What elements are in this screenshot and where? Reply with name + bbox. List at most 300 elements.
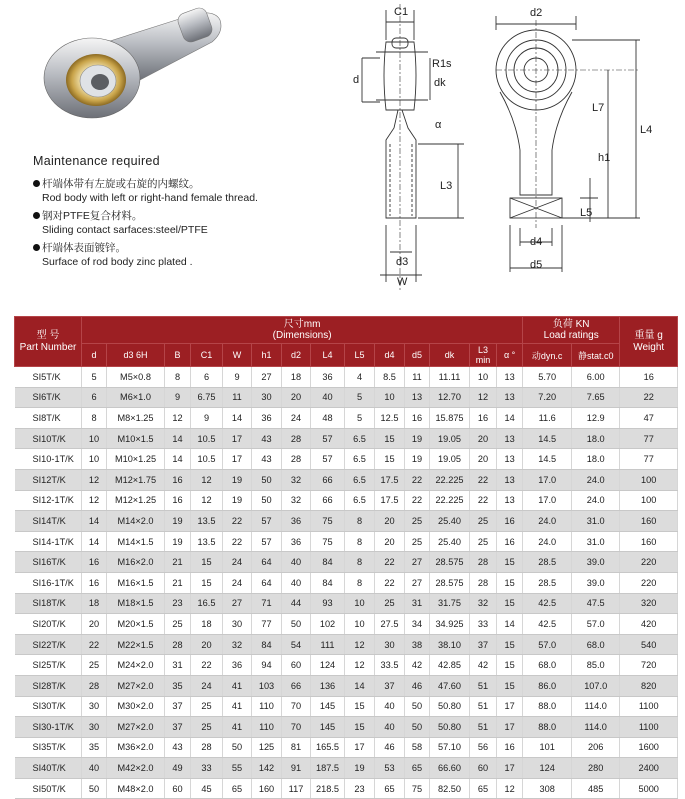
table-cell: 12 [470,387,497,408]
table-cell: 16 [620,367,678,388]
table-cell: 70 [282,717,311,738]
table-cell: 13 [497,387,523,408]
table-cell: 50 [252,469,282,490]
table-cell: 25 [470,511,497,532]
table-cell: 22 [375,552,405,573]
table-cell: 60 [282,655,311,676]
table-cell: M48×2.0 [107,778,165,799]
label-d3: d3 [396,256,409,268]
table-cell: 28.575 [430,552,470,573]
table-cell: 14.5 [523,428,572,449]
table-cell: 107.0 [572,675,620,696]
table-cell: 124 [523,758,572,779]
table-cell: 7.65 [572,387,620,408]
table-cell: 8 [82,408,107,429]
table-cell: 15 [191,552,223,573]
table-cell: 32 [282,490,311,511]
table-cell: 23 [345,778,375,799]
table-cell: 39.0 [572,572,620,593]
table-cell: 43 [252,428,282,449]
table-cell: 114.0 [572,717,620,738]
table-cell: 68.0 [523,655,572,676]
table-cell: 33 [470,614,497,635]
table-cell: 16 [470,408,497,429]
header-col: dk [430,344,470,367]
table-cell: 14 [165,449,191,470]
table-cell: 20 [375,531,405,552]
table-cell: 28 [470,572,497,593]
table-row [15,428,678,449]
table-row [15,696,678,717]
part-number-cell: SI25T/K [15,655,82,676]
table-cell: M6×1.0 [107,387,165,408]
table-cell: 45 [191,778,223,799]
table-cell: 6.5 [345,490,375,511]
table-cell: 14 [165,428,191,449]
table-cell: 51 [470,675,497,696]
part-number-cell: SI14-1T/K [15,531,82,552]
table-cell: 46 [375,737,405,758]
table-cell: 44 [282,593,311,614]
table-cell: 36 [282,531,311,552]
header-part-number: 型 号 Part Number [15,317,82,367]
table-cell: 57 [311,428,345,449]
table-row [15,408,678,429]
table-row [15,675,678,696]
table-cell: 12 [191,469,223,490]
table-cell: 17.0 [523,490,572,511]
table-cell: 28.5 [523,572,572,593]
table-cell: 60 [165,778,191,799]
table-cell: 47.5 [572,593,620,614]
table-cell: 1100 [620,717,678,738]
table-cell: 24 [282,408,311,429]
label-d5: d5 [530,259,543,271]
table-cell: 12.70 [430,387,470,408]
table-cell: 16 [82,572,107,593]
table-cell: M24×2.0 [107,655,165,676]
table-cell: 19 [405,449,430,470]
table-cell: 19 [223,490,252,511]
table-cell: 36 [223,655,252,676]
table-cell: 9 [165,387,191,408]
table-cell: 65 [223,778,252,799]
table-cell: 6.75 [191,387,223,408]
table-cell: 50.80 [430,717,470,738]
table-cell: 28 [191,737,223,758]
table-cell: 27 [405,572,430,593]
table-cell: M30×2.0 [107,696,165,717]
table-cell: 220 [620,552,678,573]
table-cell: 12 [82,490,107,511]
table-cell: 57.0 [523,634,572,655]
table-cell: 30 [82,696,107,717]
table-cell: 20 [282,387,311,408]
table-cell: 160 [620,511,678,532]
header-dimensions: 尺寸mm (Dimensions) [82,317,523,344]
table-cell: 10.5 [191,428,223,449]
table-cell: 24 [223,572,252,593]
table-cell: 14.5 [523,449,572,470]
table-cell: 1100 [620,696,678,717]
spec-table [14,316,678,799]
table-cell: 93 [311,593,345,614]
table-cell: 16 [82,552,107,573]
table-cell: 17.5 [375,469,405,490]
table-cell: 31.0 [572,531,620,552]
table-cell: 15 [345,717,375,738]
table-row [15,737,678,758]
table-cell: M10×1.25 [107,449,165,470]
table-cell: 10 [345,614,375,635]
table-cell: 25 [191,696,223,717]
table-cell: 24.0 [572,490,620,511]
table-cell: 22 [405,490,430,511]
table-cell: 5 [345,387,375,408]
table-row [15,778,678,799]
table-cell: 57.10 [430,737,470,758]
part-number-cell: SI50T/K [15,778,82,799]
table-cell: 77 [252,614,282,635]
table-cell: 15 [497,552,523,573]
table-cell: 65 [405,758,430,779]
label-r1s: R1s [432,58,452,70]
table-cell: 12 [497,778,523,799]
part-number-cell: SI16-1T/K [15,572,82,593]
table-cell: 31.0 [572,511,620,532]
table-cell: 12 [345,655,375,676]
table-cell: 27 [405,552,430,573]
label-alpha: α [435,119,442,131]
label-d: d [353,74,360,86]
table-cell: 57.0 [572,614,620,635]
table-cell: 66 [311,490,345,511]
table-cell: 11 [223,387,252,408]
table-cell: 165.5 [311,737,345,758]
table-cell: M5×0.8 [107,367,165,388]
table-cell: 31.75 [430,593,470,614]
table-cell: 84 [311,552,345,573]
table-cell: 65 [470,778,497,799]
table-cell: 15 [497,572,523,593]
table-cell: 32 [223,634,252,655]
table-cell: 8 [345,511,375,532]
header-col: C1 [191,344,223,367]
table-row [15,511,678,532]
table-cell: 14 [82,511,107,532]
table-cell: 24.0 [523,531,572,552]
feature-3-zh: 杆端体表面镀锌。 [33,243,353,257]
part-number-cell: SI8T/K [15,408,82,429]
table-cell: 13.5 [191,511,223,532]
table-cell: 42.85 [430,655,470,676]
table-cell: 42 [470,655,497,676]
table-cell: 70 [282,696,311,717]
table-cell: 25 [165,614,191,635]
table-cell: 30 [375,634,405,655]
table-cell: 17 [223,449,252,470]
table-cell: 8.5 [375,367,405,388]
header-col: d2 [282,344,311,367]
table-cell: 34 [405,614,430,635]
table-cell: 11.11 [430,367,470,388]
table-cell: 25 [405,511,430,532]
feature-2-zh: 钢对PTFE复合材料。 [33,211,353,225]
table-cell: M27×2.0 [107,717,165,738]
table-cell: 54 [282,634,311,655]
table-cell: 4 [345,367,375,388]
table-cell: M42×2.0 [107,758,165,779]
table-cell: 20 [82,614,107,635]
table-cell: 22 [191,655,223,676]
table-cell: 10.5 [191,449,223,470]
table-cell: 28 [282,449,311,470]
table-cell: 46 [405,675,430,696]
table-cell: 57 [311,449,345,470]
table-cell: 66.60 [430,758,470,779]
table-cell: 71 [252,593,282,614]
part-number-cell: SI22T/K [15,634,82,655]
label-h1: h1 [598,152,611,164]
table-cell: 40 [82,758,107,779]
table-cell: 27.5 [375,614,405,635]
table-cell: 20 [470,428,497,449]
table-cell: 75 [311,531,345,552]
table-cell: 220 [620,572,678,593]
table-cell: 28 [82,675,107,696]
table-cell: 33 [191,758,223,779]
table-cell: 22 [223,511,252,532]
table-cell: 39.0 [572,552,620,573]
table-cell: 5000 [620,778,678,799]
technical-drawing [340,0,685,300]
header-col: L5 [345,344,375,367]
table-cell: 101 [523,737,572,758]
table-cell: 12 [191,490,223,511]
table-cell: 15 [497,655,523,676]
table-cell: 16 [405,408,430,429]
table-cell: 31 [165,655,191,676]
table-cell: 6.5 [345,449,375,470]
header-load-ratings: 负荷 KN Load ratings [523,317,620,344]
bullet-icon [33,180,40,187]
table-cell: 64 [252,552,282,573]
table-cell: 320 [620,593,678,614]
table-cell: 15 [497,593,523,614]
table-cell: 19 [165,531,191,552]
table-cell: 1600 [620,737,678,758]
feature-1-zh: 杆端体带有左旋或右旋的内螺纹。 [33,179,353,193]
table-cell: 20 [375,511,405,532]
table-cell: 12.5 [375,408,405,429]
table-cell: 91 [282,758,311,779]
table-cell: 88.0 [523,696,572,717]
table-cell: 40 [282,552,311,573]
table-cell: 58 [405,737,430,758]
table-cell: 100 [620,469,678,490]
table-cell: 22 [470,469,497,490]
table-cell: 142 [252,758,282,779]
table-cell: 14 [497,408,523,429]
label-dk: dk [434,77,446,89]
table-cell: 50.80 [430,696,470,717]
table-cell: 37 [375,675,405,696]
label-l5: L5 [580,207,593,219]
part-number-cell: SI5T/K [15,367,82,388]
table-cell: 13 [497,449,523,470]
table-cell: 19 [165,511,191,532]
table-cell: 38 [405,634,430,655]
table-cell: 27 [223,593,252,614]
part-number-cell: SI40T/K [15,758,82,779]
header-col: α ° [497,344,523,367]
label-d4: d4 [530,236,543,248]
table-cell: 30 [82,717,107,738]
table-cell: 420 [620,614,678,635]
header-col: d5 [405,344,430,367]
table-cell: 57 [252,511,282,532]
table-cell: 17.0 [523,469,572,490]
feature-1-en: Rod body with left or right-hand female thread. [42,191,258,204]
header-col: d3 6H [107,344,165,367]
label-l4: L4 [640,124,653,136]
bullet-icon [33,212,40,219]
header-col: d4 [375,344,405,367]
table-cell: 8 [345,552,375,573]
table-cell: 12.9 [572,408,620,429]
table-cell: 22 [620,387,678,408]
bullet-icon [33,244,40,251]
table-cell: 82.50 [430,778,470,799]
table-cell: 65 [375,778,405,799]
table-cell: 10 [82,449,107,470]
table-cell: 77 [620,449,678,470]
header-col: d [82,344,107,367]
header-col: W [223,344,252,367]
table-cell: 12 [82,469,107,490]
table-cell: 19 [345,758,375,779]
table-cell: 51 [470,696,497,717]
table-cell: 10 [82,428,107,449]
table-cell: 15 [497,634,523,655]
table-cell: 24.0 [572,469,620,490]
table-cell: M16×2.0 [107,552,165,573]
table-cell: 50 [282,614,311,635]
table-cell: 5.70 [523,367,572,388]
table-cell: 36 [282,511,311,532]
table-cell: 88.0 [523,717,572,738]
feature-2-en: Sliding contact sarfaces:steel/PTFE [42,223,208,236]
table-cell: 50 [405,717,430,738]
table-cell: 103 [252,675,282,696]
table-cell: 102 [311,614,345,635]
table-cell: 8 [345,531,375,552]
table-cell: M18×1.5 [107,593,165,614]
table-cell: 485 [572,778,620,799]
table-cell: 6.5 [345,469,375,490]
part-number-cell: SI30-1T/K [15,717,82,738]
table-cell: 17 [497,717,523,738]
table-cell: 57 [252,531,282,552]
table-cell: 20 [470,449,497,470]
table-cell: 22 [82,634,107,655]
table-cell: 37 [165,717,191,738]
header-weight: 重量 g Weight [620,317,678,367]
table-cell: 6 [82,387,107,408]
table-cell: 48 [311,408,345,429]
table-cell: 28.575 [430,572,470,593]
table-cell: 50 [223,737,252,758]
table-cell: 11.6 [523,408,572,429]
table-cell: 66 [311,469,345,490]
table-cell: 28 [282,428,311,449]
table-cell: 24.0 [523,511,572,532]
table-cell: 36 [311,367,345,388]
label-d2: d2 [530,7,543,19]
table-cell: 6.00 [572,367,620,388]
table-cell: 145 [311,696,345,717]
header-col: h1 [252,344,282,367]
table-cell: 28 [470,552,497,573]
table-cell: 13 [497,428,523,449]
table-cell: 22.225 [430,469,470,490]
table-cell: 16 [165,490,191,511]
table-row [15,531,678,552]
label-c1: C1 [394,6,409,18]
table-cell: 5 [345,408,375,429]
table-cell: 720 [620,655,678,676]
table-cell: 17 [223,428,252,449]
table-cell: 22 [223,531,252,552]
maintenance-title: Maintenance required [33,154,160,168]
table-cell: 50 [252,490,282,511]
table-cell: 17 [497,696,523,717]
table-cell: 187.5 [311,758,345,779]
table-cell: 13 [497,367,523,388]
label-l3: L3 [440,180,453,192]
table-cell: 11 [405,367,430,388]
table-cell: 18 [82,593,107,614]
table-cell: 13 [405,387,430,408]
product-photo [30,6,230,126]
header-col: 动dyn.c [523,344,572,367]
table-cell: 10 [345,593,375,614]
table-cell: 37 [470,634,497,655]
part-number-cell: SI30T/K [15,696,82,717]
part-number-cell: SI35T/K [15,737,82,758]
table-row [15,717,678,738]
table-cell: 13 [497,469,523,490]
table-cell: 31 [405,593,430,614]
table-cell: 25 [82,655,107,676]
table-cell: 17.5 [375,490,405,511]
table-cell: 20 [191,634,223,655]
table-cell: 19.05 [430,428,470,449]
table-cell: 40 [375,717,405,738]
table-cell: 84 [252,634,282,655]
table-cell: 22 [405,469,430,490]
table-cell: M12×1.25 [107,490,165,511]
table-cell: 56 [470,737,497,758]
table-row [15,387,678,408]
table-cell: 47 [620,408,678,429]
table-cell: 28 [165,634,191,655]
table-cell: 16 [497,511,523,532]
table-cell: 15 [497,675,523,696]
header-col: B [165,344,191,367]
table-cell: 308 [523,778,572,799]
table-cell: 19 [405,428,430,449]
